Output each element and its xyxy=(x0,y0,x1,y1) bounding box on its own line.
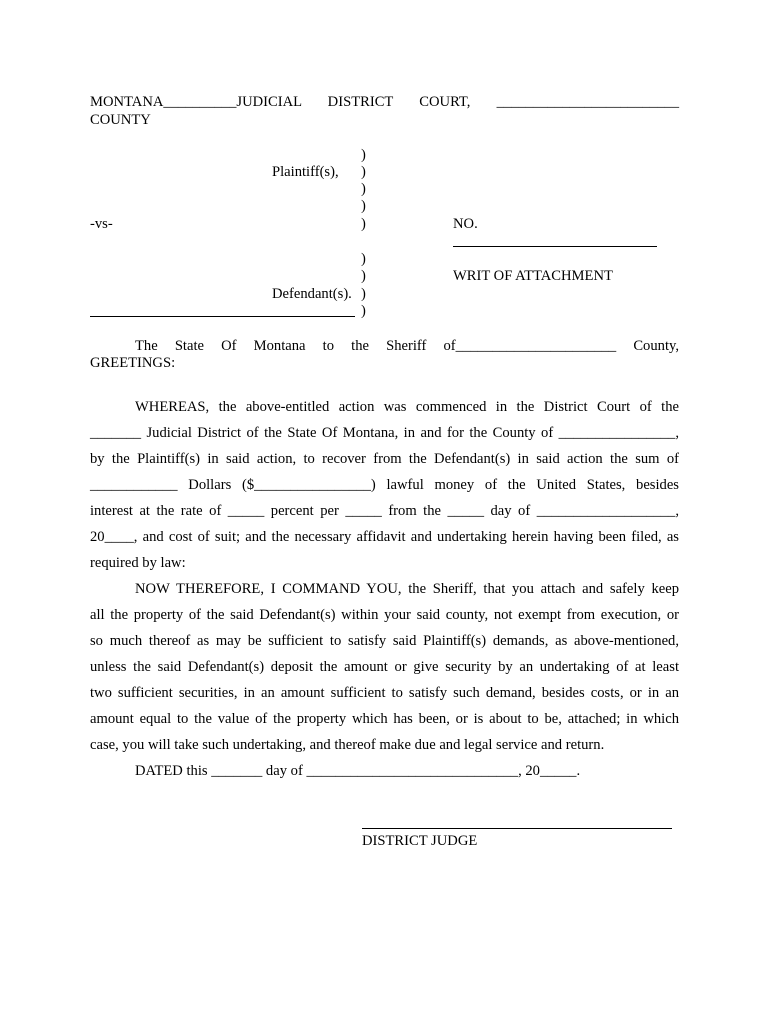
caption-paren: ) xyxy=(361,268,366,284)
body-line: _______ Judicial District of the State Of Montana, in and for the County of ________________, xyxy=(90,425,679,441)
court-header-line: MONTANA__________JUDICIAL DISTRICT COURT, _________________________ xyxy=(90,94,679,110)
document-title: WRIT OF ATTACHMENT xyxy=(453,268,613,284)
body-line: unless the said Defendant(s) deposit the amount or give security by an undertaking of at least xyxy=(90,659,679,675)
caption-paren: ) xyxy=(361,181,366,197)
greetings-label: GREETINGS: xyxy=(90,355,176,371)
body-line: two sufficient securities, in an amount sufficient to satisfy such demand, besides costs, or in an xyxy=(90,685,679,701)
caption-paren: ) xyxy=(361,303,366,319)
body-line: WHEREAS, the above-entitled action was commenced in the District Court of the xyxy=(135,399,679,415)
body-line: by the Plaintiff(s) in said action, to recover from the Defendant(s) in said action the sum of xyxy=(90,451,679,467)
body-line: so much thereof as may be sufficient to satisfy said Plaintiff(s) demands, as above-mentioned, xyxy=(90,633,679,649)
body-line: ____________ Dollars ($________________) lawful money of the United States, besides xyxy=(90,477,679,493)
whereas-paragraph xyxy=(90,394,679,784)
body-line: case, you will take such undertaking, and thereof make due and legal service and return. xyxy=(90,737,605,753)
body-line: required by law: xyxy=(90,555,186,571)
caption-paren: ) xyxy=(361,198,366,214)
signature-line xyxy=(362,828,672,829)
body-line: NOW THEREFORE, I COMMAND YOU, the Sheriff, that you attach and safely keep xyxy=(135,581,679,597)
caption-paren: ) xyxy=(361,147,366,163)
dated-line: DATED this _______ day of _____________________________, 20_____. xyxy=(135,763,581,779)
district-judge-label: DISTRICT JUDGE xyxy=(362,833,478,849)
plaintiff-label: Plaintiff(s), xyxy=(272,164,339,180)
body-line: interest at the rate of _____ percent per _____ from the _____ day of ___________________, xyxy=(90,503,679,519)
caption-paren: ) xyxy=(361,251,366,267)
county-label: COUNTY xyxy=(90,112,151,128)
defendant-name-line xyxy=(90,316,355,317)
greeting-line: The State Of Montana to the Sheriff of______________________ County, xyxy=(135,338,679,354)
body-line: all the property of the said Defendant(s) within your said county, not exempt from execution, or xyxy=(90,607,679,623)
case-number-label: NO. xyxy=(453,216,478,232)
body-line: amount equal to the value of the property which has been, or is about to be, attached; in which xyxy=(90,711,679,727)
caption-paren: ) xyxy=(361,164,366,180)
caption-paren: ) xyxy=(361,216,366,232)
body-line: 20____, and cost of suit; and the necessary affidavit and undertaking herein having been filed, as xyxy=(90,529,679,545)
caption-paren: ) xyxy=(361,286,366,302)
case-number-line xyxy=(453,246,657,247)
defendant-label: Defendant(s). xyxy=(272,286,352,302)
vs-label: -vs- xyxy=(90,216,113,232)
